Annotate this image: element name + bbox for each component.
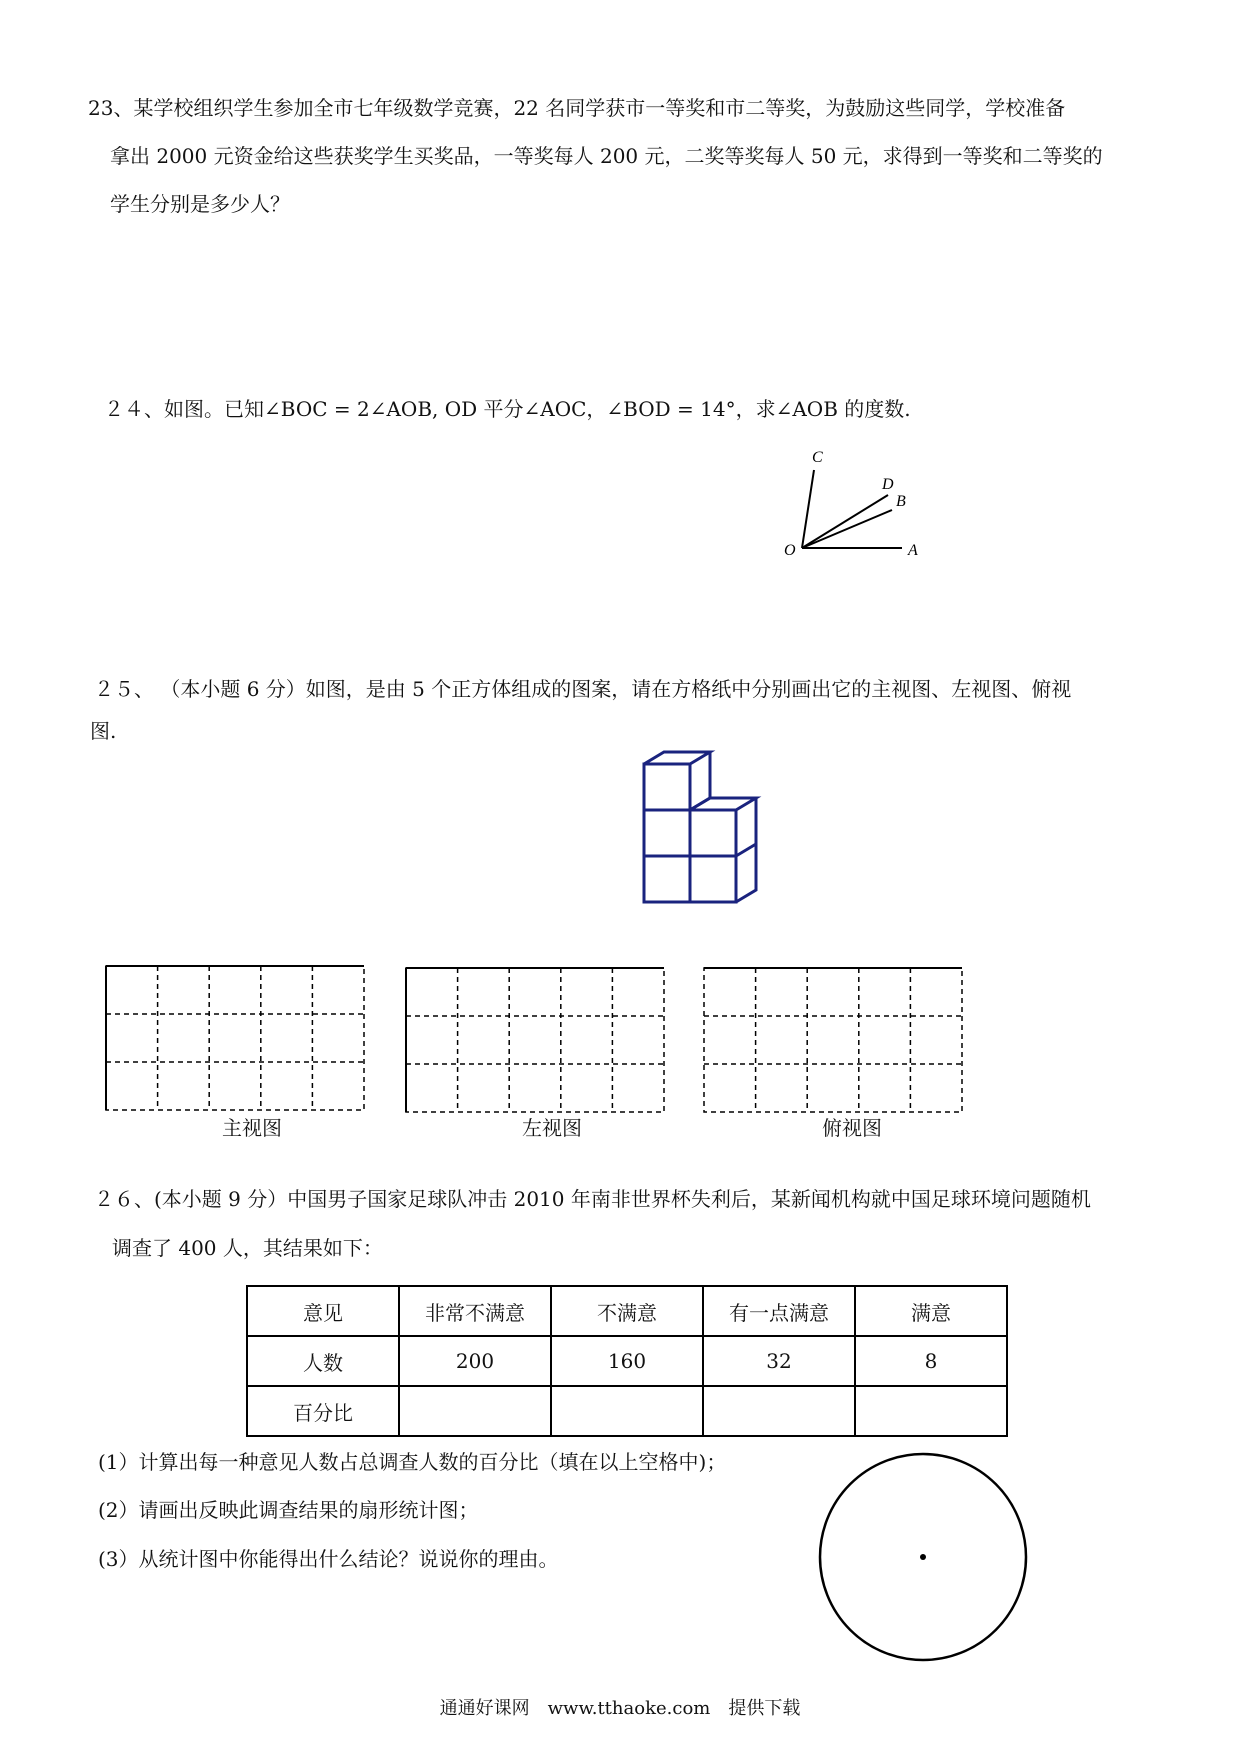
top-view-grid[interactable] [702, 966, 968, 1118]
percent-input-cell[interactable] [855, 1386, 1007, 1436]
label-c: C [812, 449, 823, 466]
q24-text: ２４、如图。已知∠BOC = 2∠AOB, OD 平分∠AOC，∠BOD = 14°，求∠AOB 的度数. [104, 397, 911, 421]
q26-sub3: (3）从统计图中你能得出什么结论？说说你的理由。 [98, 1547, 559, 1571]
ray-oc [802, 470, 814, 548]
label-a: A [908, 542, 918, 559]
pie-chart-circle[interactable] [816, 1450, 1030, 1664]
table-row [247, 1386, 1007, 1436]
q26-sub1: (1）计算出每一种意见人数占总调查人数的百分比（填在以上空格中)； [98, 1450, 727, 1474]
percent-input-cell[interactable] [399, 1386, 551, 1436]
table-header-cell: 意见 [247, 1286, 399, 1336]
table-row [247, 1336, 1007, 1386]
survey-table [246, 1285, 1008, 1437]
q25-line2: 图. [90, 719, 117, 743]
label-d: D [882, 476, 894, 493]
left-view-grid[interactable] [404, 966, 670, 1118]
table-cell: 160 [551, 1336, 703, 1386]
circle-center-dot [920, 1554, 926, 1560]
label-o: O [784, 542, 796, 559]
table-header-cell: 不满意 [551, 1286, 703, 1336]
table-cell: 百分比 [247, 1386, 399, 1436]
percent-input-cell[interactable] [551, 1386, 703, 1436]
cube-figure [640, 748, 780, 918]
table-cell: 8 [855, 1336, 1007, 1386]
table-header-cell: 有一点满意 [703, 1286, 855, 1336]
percent-input-cell[interactable] [703, 1386, 855, 1436]
table-cell: 32 [703, 1336, 855, 1386]
footer-text: 通通好课网 www.tthaoke.com 提供下载 [439, 1698, 801, 1719]
q26-sub2: (2）请画出反映此调查结果的扇形统计图； [98, 1498, 479, 1522]
table-cell: 200 [399, 1336, 551, 1386]
table-header-cell: 满意 [855, 1286, 1007, 1336]
front-view-grid[interactable] [104, 964, 370, 1116]
table-header-cell: 非常不满意 [399, 1286, 551, 1336]
q25-line1: ２５、 （本小题 6 分）如图，是由 5 个正方体组成的图案，请在方格纸中分别画出它的主视图、左视图、俯视 [94, 677, 1072, 701]
q23-line2: 拿出 2000 元资金给这些获奖学生买奖品，一等奖每人 200 元，二奖等奖每人 50 元，求得到一等奖和二等奖的 [110, 144, 1103, 168]
ray-ob [802, 510, 892, 548]
q23-line1: 23、某学校组织学生参加全市七年级数学竞赛，22 名同学获市一等奖和市二等奖，为鼓励这些同学，学校准备 [88, 96, 1066, 120]
q26-line1: ２６、(本小题 9 分）中国男子国家足球队冲击 2010 年南非世界杯失利后，某新闻机构就中国足球环境问题随机 [94, 1187, 1091, 1211]
front-view-label: 主视图 [222, 1116, 282, 1140]
top-view-label: 俯视图 [822, 1116, 882, 1140]
angle-figure [770, 440, 940, 570]
table-cell: 人数 [247, 1336, 399, 1386]
table-row [247, 1286, 1007, 1336]
left-view-label: 左视图 [522, 1116, 582, 1140]
label-b: B [896, 493, 906, 510]
ray-od [802, 495, 888, 548]
q26-line2: 调查了 400 人，其结果如下： [112, 1236, 383, 1260]
q23-line3: 学生分别是多少人？ [110, 192, 290, 216]
